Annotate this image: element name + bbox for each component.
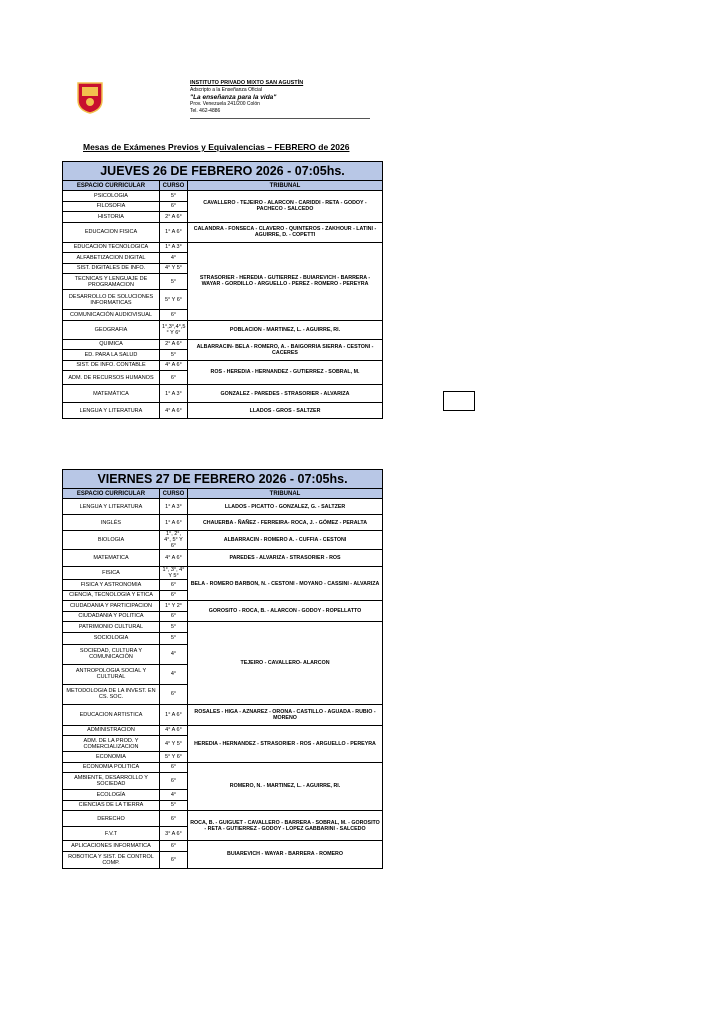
tribunal-cell: HEREDIA - HERNANDEZ - STRASORIER - ROS - ARGUELLO - PEREYRA bbox=[188, 725, 383, 762]
subject-cell: ROBOTICA Y SIST. DE CONTROL COMP. bbox=[63, 851, 160, 868]
course-cell: 1° Y 2° bbox=[160, 601, 188, 612]
table-row bbox=[63, 725, 383, 736]
subject-cell: ANTROPOLOGIA SOCIAL Y CULTURAL bbox=[63, 664, 160, 684]
course-cell: 1° A 3° bbox=[160, 385, 188, 403]
subject-cell: METODOLOGIA DE LA INVEST. EN CS. SOC. bbox=[63, 684, 160, 704]
tribunal-cell: CHAUERBA - ÑAÑEZ - FERREIRA- ROCA, J. - GÓMEZ - PERALTA bbox=[188, 515, 383, 531]
institution-name: INSTITUTO PRIVADO MIXTO SAN AGUSTÍN bbox=[190, 80, 304, 86]
tribunal-cell: CALANDRA - FONSECA - CLAVERO - QUINTEROS - ZAKHOUR - LATINI - AGUIRRE, D. - COPETTI bbox=[188, 222, 383, 242]
subject-cell: CIENCIA, TECNOLOGIA Y ETICA bbox=[63, 590, 160, 601]
course-cell: 6° bbox=[160, 773, 188, 790]
col-course: CURSO bbox=[160, 489, 188, 499]
course-cell: 6° bbox=[160, 371, 188, 385]
course-cell: 2° A 6° bbox=[160, 339, 188, 350]
course-cell: 6° bbox=[160, 580, 188, 591]
tribunal-cell: LLADOS - PICATTO - GONZALEZ, G. - SALTZER bbox=[188, 499, 383, 515]
subject-cell: QUIMICA bbox=[63, 339, 160, 350]
subject-cell: ECOLOGÍA bbox=[63, 790, 160, 801]
subject-cell: CIUDADANIA Y PARTICIPACION bbox=[63, 601, 160, 612]
subject-cell: MATEMÁTICA bbox=[63, 385, 160, 403]
institution-phone: Tel. 462-4886 bbox=[190, 108, 221, 114]
course-cell: 1°,3°,4°,5 ° Y 6° bbox=[160, 320, 188, 339]
course-cell: 6° bbox=[160, 762, 188, 773]
table-row bbox=[63, 841, 383, 852]
tribunal-cell: BUIAREVICH - WAYAR - BARRERA - ROMERO bbox=[188, 841, 383, 869]
table-row bbox=[63, 550, 383, 567]
table-row bbox=[63, 622, 383, 633]
header-divider bbox=[190, 118, 370, 119]
tribunal-cell: STRASORIER - HEREDIA - GUTIERREZ - BUIAREVICH - BARRERA - WAYAR - GORDILLO - ARGUELLO - PEREZ - ROMERO - PEREYRA bbox=[188, 242, 383, 320]
exam-table-friday bbox=[62, 469, 383, 869]
table-row bbox=[63, 385, 383, 403]
table-row bbox=[63, 531, 383, 550]
subject-cell: DERECHO bbox=[63, 811, 160, 827]
tribunal-cell: ROSALES - HIGA - AZNAREZ - ORONA - CASTILLO - AGUADA - RUBIO - MORENO bbox=[188, 704, 383, 725]
subject-cell: DESARROLLO DE SOLUCIONES INFORMATICAS bbox=[63, 290, 160, 310]
subject-cell: LENGUA Y LITERATURA bbox=[63, 403, 160, 419]
subject-cell: LENGUA Y LITERATURA bbox=[63, 499, 160, 515]
table-row bbox=[63, 320, 383, 339]
subject-cell: GEOGRAFIA bbox=[63, 320, 160, 339]
table-row bbox=[63, 762, 383, 773]
course-cell: 5° bbox=[160, 350, 188, 361]
subject-cell: PATRIMONIO CULTURAL bbox=[63, 622, 160, 633]
tribunal-cell: ROS - HEREDIA - HERNANDEZ - GUTIERREZ - SOBRAL, M. bbox=[188, 360, 383, 385]
course-cell: 4° bbox=[160, 644, 188, 664]
course-cell: 5° Y 6° bbox=[160, 752, 188, 763]
course-cell: 5° bbox=[160, 274, 188, 290]
subject-cell: ECONOMIA POLITICA bbox=[63, 762, 160, 773]
table-row bbox=[63, 567, 383, 580]
subject-cell: APLICACIONES INFORMATICA bbox=[63, 841, 160, 852]
course-cell: 6° bbox=[160, 684, 188, 704]
subject-cell: ADM. DE LA PROD. Y COMERCIALIZACION bbox=[63, 736, 160, 752]
institution-subtitle: Adscripto a la Enseñanza Oficial bbox=[190, 87, 262, 93]
institution-motto: "La enseñanza para la vida" bbox=[190, 94, 277, 101]
subject-cell: EDUCACION TECNOLOGICA bbox=[63, 242, 160, 253]
col-tribunal: TRIBUNAL bbox=[188, 489, 383, 499]
course-cell: 5° bbox=[160, 632, 188, 644]
course-cell: 4° Y 5° bbox=[160, 736, 188, 752]
course-cell: 1°, 2°, 4°, 5° Y 6° bbox=[160, 531, 188, 550]
course-cell: 6° bbox=[160, 310, 188, 321]
subject-cell: ADM. DE RECURSOS HUMANOS bbox=[63, 371, 160, 385]
subject-cell: BIOLOGIA bbox=[63, 531, 160, 550]
tribunal-cell: BELA - ROMERO BARBON, N. - CESTONI - MOYANO - CASSINI - ALVARIZA bbox=[188, 567, 383, 601]
course-cell: 5° bbox=[160, 622, 188, 633]
day-title: VIERNES 27 DE FEBRERO 2026 - 07:05hs. bbox=[63, 470, 383, 489]
tribunal-cell: LLADOS - GROS - SALTZER bbox=[188, 403, 383, 419]
subject-cell: SOCIOLOGIA bbox=[63, 632, 160, 644]
tribunal-cell: POBLACION - MARTINEZ, L. - AGUIRRE, RI. bbox=[188, 320, 383, 339]
tribunal-cell: CAVALLERO - TEJEIRO - ALARCON - CARIDDI - RETA - GODOY - PACHECO - SALCEDO bbox=[188, 191, 383, 223]
subject-cell: ADMINISTRACION bbox=[63, 725, 160, 736]
course-cell: 5° bbox=[160, 191, 188, 202]
table-row bbox=[63, 515, 383, 531]
course-cell: 6° bbox=[160, 611, 188, 622]
course-cell: 6° bbox=[160, 851, 188, 868]
course-cell: 6° bbox=[160, 841, 188, 852]
subject-cell: FILOSOFIA bbox=[63, 201, 160, 212]
subject-cell: ED. PARA LA SALUD bbox=[63, 350, 160, 361]
empty-box bbox=[443, 391, 475, 411]
course-cell: 4° A 6° bbox=[160, 360, 188, 371]
tribunal-cell: GONZALEZ - PAREDES - STRASORIER - ALVARIZA bbox=[188, 385, 383, 403]
course-cell: 5° Y 6° bbox=[160, 290, 188, 310]
subject-cell: CIENCIAS DE LA TIERRA bbox=[63, 800, 160, 811]
day-title: JUEVES 26 DE FEBRERO 2026 - 07:05hs. bbox=[63, 162, 383, 181]
table-row bbox=[63, 191, 383, 202]
course-cell: 4° bbox=[160, 790, 188, 801]
tribunal-cell: ALBARRACIN- BELA - ROMERO, A. - BAIGORRIA SIERRA - CESTONI - CACERES bbox=[188, 339, 383, 360]
course-cell: 6° bbox=[160, 590, 188, 601]
subject-cell: EDUCACION ARTISTICA bbox=[63, 704, 160, 725]
exam-table-thursday bbox=[62, 161, 383, 419]
subject-cell: SOCIEDAD, CULTURA Y COMUNICACIÓN bbox=[63, 644, 160, 664]
course-cell: 4° A 6° bbox=[160, 403, 188, 419]
table-row bbox=[63, 360, 383, 371]
col-tribunal: TRIBUNAL bbox=[188, 181, 383, 191]
table-row bbox=[63, 601, 383, 612]
subject-cell: ECONOMIA bbox=[63, 752, 160, 763]
subject-cell: F.V.T bbox=[63, 827, 160, 841]
table-row bbox=[63, 499, 383, 515]
tribunal-cell: PAREDES - ALVARIZA - STRASORIER - ROS bbox=[188, 550, 383, 567]
course-cell: 1° A 6° bbox=[160, 222, 188, 242]
subject-cell: FISICA Y ASTRONOMIA bbox=[63, 580, 160, 591]
tribunal-cell: ROMERO, N. - MARTINEZ, L. - AGUIRRE, RI. bbox=[188, 762, 383, 811]
subject-cell: MATEMATICA bbox=[63, 550, 160, 567]
course-cell: 3° A 6° bbox=[160, 827, 188, 841]
course-cell: 4° A 6° bbox=[160, 725, 188, 736]
subject-cell: EDUCACION FISICA bbox=[63, 222, 160, 242]
table-row bbox=[63, 811, 383, 827]
course-cell: 4° bbox=[160, 664, 188, 684]
course-cell: 4° Y 5° bbox=[160, 263, 188, 274]
course-cell: 4° bbox=[160, 253, 188, 264]
course-cell: 2° A 6° bbox=[160, 212, 188, 223]
school-shield-logo bbox=[76, 80, 104, 114]
subject-cell: HISTORIA bbox=[63, 212, 160, 223]
course-cell: 4° A 6° bbox=[160, 550, 188, 567]
course-cell: 1° A 6° bbox=[160, 704, 188, 725]
table-row bbox=[63, 339, 383, 350]
col-subject: ESPACIO CURRICULAR bbox=[63, 181, 160, 191]
tribunal-cell: TEJEIRO - CAVALLERO- ALARCON bbox=[188, 622, 383, 705]
subject-cell: PSICOLOGIA bbox=[63, 191, 160, 202]
tribunal-cell: ROCA, B. - GUIGUET - CAVALLERO - BARRERA - SOBRAL, M. - GOROSITO - RETA - GUTIERREZ - GODOY - LOPEZ GABBARINI - SALCEDO bbox=[188, 811, 383, 841]
subject-cell: TECNICAS Y LENGUAJE DE PROGRAMACION bbox=[63, 274, 160, 290]
course-cell: 1°, 3°, 4° Y 5° bbox=[160, 567, 188, 580]
col-course: CURSO bbox=[160, 181, 188, 191]
col-subject: ESPACIO CURRICULAR bbox=[63, 489, 160, 499]
subject-cell: ALFABETIZACION DIGITAL bbox=[63, 253, 160, 264]
tribunal-cell: GOROSITO - ROCA, B. - ALARCON - GODOY - ROPELLATTO bbox=[188, 601, 383, 622]
course-cell: 1° A 3° bbox=[160, 499, 188, 515]
subject-cell: SIST. DIGITALES DE INFO. bbox=[63, 263, 160, 274]
subject-cell: AMBIENTE, DESARROLLO Y SOCIEDAD bbox=[63, 773, 160, 790]
subject-cell: FISICA bbox=[63, 567, 160, 580]
subject-cell: INGLÉS bbox=[63, 515, 160, 531]
table-row bbox=[63, 704, 383, 725]
course-cell: 6° bbox=[160, 811, 188, 827]
course-cell: 5° bbox=[160, 800, 188, 811]
institution-address: Prov. Venezuela 241/200 Colón bbox=[190, 101, 260, 107]
course-cell: 1° A 6° bbox=[160, 515, 188, 531]
subject-cell: CIUDADANIA Y POLITICA bbox=[63, 611, 160, 622]
table-row bbox=[63, 222, 383, 242]
table-row bbox=[63, 403, 383, 419]
course-cell: 1° A 3° bbox=[160, 242, 188, 253]
document-title: Mesas de Exámenes Previos y Equivalencias – FEBRERO de 2026 bbox=[83, 142, 350, 152]
tribunal-cell: ALBARRACIN - ROMERO A. - CUFFIA - CESTONI bbox=[188, 531, 383, 550]
institution-header bbox=[190, 80, 380, 115]
course-cell: 6° bbox=[160, 201, 188, 212]
subject-cell: COMUNICACIÓN AUDIOVISUAL bbox=[63, 310, 160, 321]
table-row bbox=[63, 242, 383, 253]
subject-cell: SIST. DE INFO. CONTABLE bbox=[63, 360, 160, 371]
